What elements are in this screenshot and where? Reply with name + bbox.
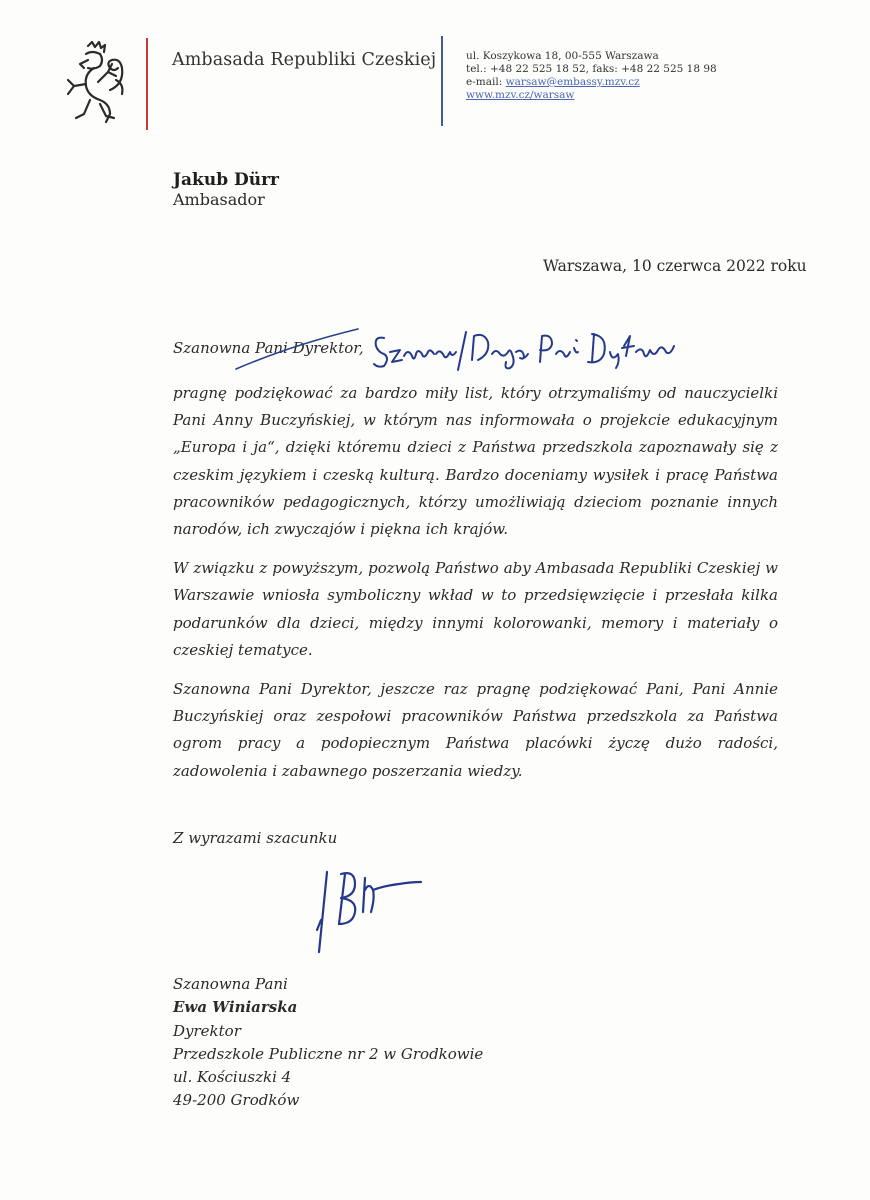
recipient-name: Ewa Winiarska [173, 998, 298, 1017]
sender-title: Ambasador [173, 190, 265, 209]
body-paragraph: pragnę podziękować za bardzo miły list, który otrzymaliśmy od nauczycielki Pani Anny Buczyńskiej, w którym nas informowała o projekcie edukacyjnym „Europa i ja“, dzięki któremu dzieci z Państwa przedszkola zapoznawały się z czeskim językiem i czeską kulturą. Bardzo doceniamy wysiłek i pracę Państwa pracowników pedagogicznych, którzy umożliwiają dzieciom poznanie innych narodów, ich zwyczajów i piękna ich krajów. [173, 384, 778, 539]
email-line [466, 76, 717, 89]
czech-lion-emblem-icon [58, 40, 130, 124]
phone-line: tel.: +48 22 525 18 52, faks: +48 22 525 18 98 [466, 63, 717, 75]
closing: Z wyrazami szacunku [173, 829, 338, 847]
strikethrough-stroke [232, 325, 362, 373]
email-link[interactable]: warsaw@embassy.mzv.cz [505, 76, 640, 88]
contact-block [466, 50, 717, 102]
recipient-title: Dyrektor [173, 1021, 241, 1040]
recipient-block [173, 973, 483, 1113]
letter-date: Warszawa, 10 czerwca 2022 roku [543, 257, 807, 275]
handwritten-signature [305, 860, 430, 960]
website-link[interactable]: www.mzv.cz/warsaw [466, 89, 575, 101]
address-line: ul. Koszykowa 18, 00-555 Warszawa [466, 50, 659, 62]
body-paragraph: Szanowna Pani Dyrektor, jeszcze raz pragnę podziękować Pani, Pani Annie Buczyńskiej oraz zespołowi pracowników Państwa przedszkola za Państwa ogrom pracy a podopiecznym Państwa placówki życzę dużo radości, zadowolenia i zabawnego poszerzania wiedzy. [173, 680, 778, 780]
recipient-greeting: Szanowna Pani [173, 975, 288, 993]
body-paragraph: W związku z powyższym, pozwolą Państwo aby Ambasada Republiki Czeskiej w Warszawie wniosła symboliczny wkład w to przedsięwzięcie i przesłała kilka podarunków dla dzieci, między innymi kolorowanki, memory i materiały o czeskiej tematyce. [173, 559, 778, 659]
handwritten-salutation [370, 326, 690, 372]
email-label: e-mail: [466, 76, 506, 88]
salutation: Szanowna Pani Dyrektor, [173, 339, 364, 357]
letterhead-red-divider [146, 38, 148, 130]
letter-body [173, 380, 778, 797]
recipient-city: 49-200 Grodków [173, 1091, 300, 1110]
letterhead-blue-divider [441, 36, 443, 126]
recipient-street: ul. Kościuszki 4 [173, 1068, 292, 1087]
embassy-name: Ambasada Republiki Czeskiej [172, 50, 437, 70]
sender-name: Jakub Dürr [173, 170, 280, 190]
recipient-institution: Przedszkole Publiczne nr 2 w Grodkowie [173, 1044, 484, 1063]
